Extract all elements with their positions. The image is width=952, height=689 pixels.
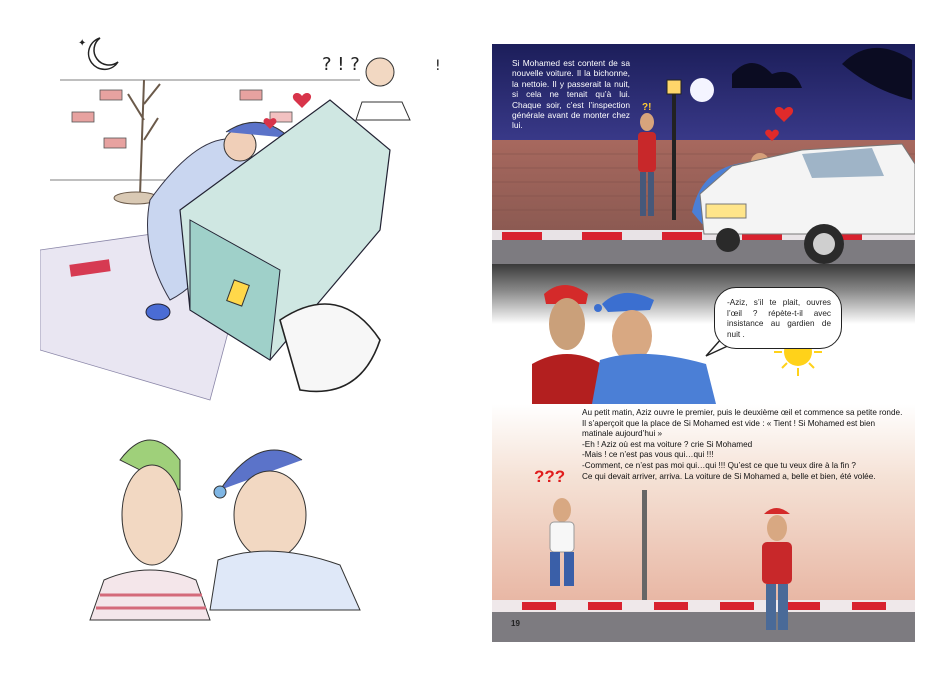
si-mohamed-red-sweater bbox=[762, 542, 792, 584]
pajama-shirt bbox=[592, 354, 716, 404]
heart-icon bbox=[293, 93, 311, 108]
road bbox=[492, 240, 915, 264]
narration-line: Au petit matin, Aziz ouvre le premier, puis le deuxième œil et commence sa petite ronde. Il s’aperçoit que la place de Si Mohamed est vide : « Tient ! Si Mohamed est bien matinale aujourd’hui » bbox=[582, 408, 903, 439]
guard-red-sweater bbox=[532, 354, 602, 404]
suv-wheel bbox=[716, 228, 740, 252]
si-mohamed-leg bbox=[778, 584, 788, 630]
street-lamp-post bbox=[672, 84, 676, 220]
right-page-comic bbox=[492, 44, 915, 642]
panel-3-morning bbox=[492, 404, 915, 642]
narration-line: -Comment, ce n’est pas moi qui…qui !!! Qu’est ce que tu veux dire à la fin ? bbox=[582, 460, 856, 470]
guard-white-shirt bbox=[550, 522, 574, 552]
sketch-illustration bbox=[40, 20, 460, 660]
sketch-guard-head bbox=[366, 58, 394, 86]
suv-rim bbox=[813, 233, 835, 255]
panel-3-narration bbox=[582, 408, 904, 482]
star-sketch: ✦ bbox=[78, 38, 87, 49]
sketch-tree bbox=[128, 80, 160, 195]
narration-line: -Eh ! Aziz où est ma voiture ? crie Si Mohamed bbox=[582, 439, 753, 449]
guard-leg bbox=[648, 172, 654, 216]
road bbox=[492, 612, 915, 642]
street-lamp bbox=[667, 80, 681, 94]
left-page-sketches bbox=[40, 20, 460, 660]
sketch-pajama-shirt bbox=[210, 551, 360, 610]
sketch-face-bottom-left bbox=[122, 465, 182, 565]
moon-icon bbox=[690, 78, 714, 102]
sketch-question-marks: ? ! ? bbox=[322, 54, 360, 75]
panel-2-dialogue bbox=[492, 264, 915, 404]
guard-face bbox=[553, 498, 571, 522]
sketch-exclamation-mark: ! bbox=[435, 58, 441, 74]
si-mohamed-leg bbox=[766, 584, 776, 630]
question-marks-icon: ??? bbox=[534, 467, 566, 486]
guard-head bbox=[640, 113, 654, 131]
sketch-guard-body bbox=[356, 102, 410, 120]
sketch-slipper bbox=[146, 304, 170, 320]
street-pole bbox=[642, 490, 647, 600]
suv-headlight bbox=[706, 204, 746, 218]
guard-leg bbox=[640, 172, 646, 216]
panel-1-night-scene bbox=[492, 44, 915, 264]
si-mohamed-face bbox=[767, 515, 787, 541]
panel-1-caption: Si Mohamed est content de sa nouvelle voiture. Il la bichonne, la nettoie. Il y passerait la nuit, si cela ne tenait qu’à lui. Chaque soir, c’est l’inspection générale avant de monter chez lui. bbox=[512, 58, 630, 131]
narration-line: -Mais ! ce n’est pas vous qui…qui !!! bbox=[582, 450, 714, 460]
guard-leg bbox=[550, 552, 560, 586]
nightcap-pom bbox=[594, 304, 602, 312]
panel-2-art bbox=[492, 264, 915, 404]
guard-face bbox=[549, 298, 585, 350]
sketch-face-bottom-right bbox=[234, 471, 306, 559]
page-number: 19 bbox=[511, 619, 520, 628]
narration-line: Ce qui devait arriver, arriva. La voiture de Si Mohamed a, belle et bien, été volée. bbox=[582, 471, 876, 481]
guard-question-icon: ?! bbox=[642, 102, 652, 113]
sketch-nightcap-pom-2 bbox=[214, 486, 226, 498]
guard-leg bbox=[564, 552, 574, 586]
guard-sweater bbox=[638, 132, 656, 172]
moon-sketch bbox=[89, 38, 118, 69]
sketch-car-wheel bbox=[280, 304, 380, 391]
speech-bubble: -Aziz, s’il te plait, ouvres l’œil ? répète-t-il avec insistance au gardien de nuit . bbox=[714, 287, 842, 349]
